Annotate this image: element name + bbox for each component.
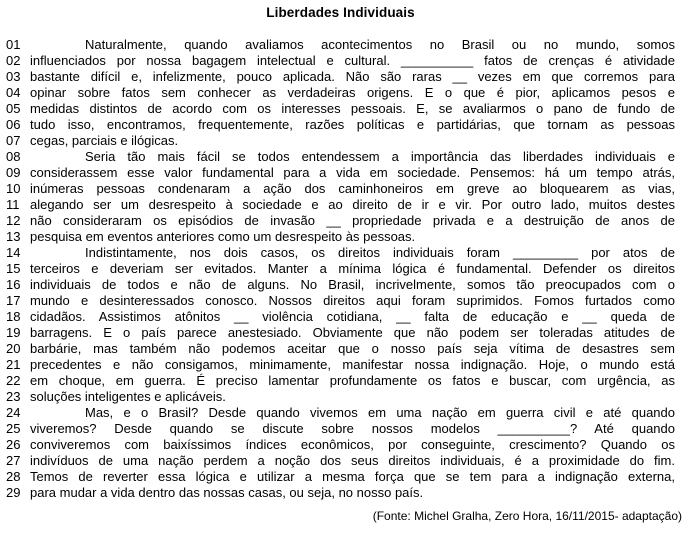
line-number: 08 [6, 149, 21, 164]
text-line [6, 277, 675, 293]
line-text: viveremos? Desde quando se discute sobre nossos modelos __________? Até quando [30, 421, 675, 436]
line-number: 26 [6, 437, 21, 452]
line-number: 15 [6, 261, 21, 276]
text-line [6, 485, 675, 501]
line-number: 14 [6, 245, 21, 260]
line-text: para mudar a vida dentro das nossas casas, ou seja, no nosso país. [30, 485, 424, 500]
text-line [6, 117, 675, 133]
line-number: 09 [6, 165, 21, 180]
text-line [6, 261, 675, 277]
line-number: 27 [6, 453, 21, 468]
line-text: em choque, em guerra. É preciso lamentar profundamente os fatos e buscar, com urgência, as [30, 373, 675, 388]
line-text: terceiros e deveriam ser evitados. Manter a mínima lógica é fundamental. Defender os direitos [30, 261, 675, 276]
line-text: barbárie, mas também não podemos aceitar que o nosso país seja vítima de desastres sem [30, 341, 675, 356]
line-number: 20 [6, 341, 21, 356]
text-line [6, 165, 675, 181]
text-line [6, 53, 675, 69]
line-text: soluções inteligentes e aplicáveis. [30, 389, 226, 404]
line-number: 02 [6, 53, 21, 68]
line-number: 06 [6, 117, 21, 132]
text-line [6, 149, 675, 165]
text-line [6, 213, 675, 229]
line-text: medidas distintos de acordo com os interesses pessoais. E, se avaliarmos o pano de fundo de [30, 101, 675, 116]
text-line [6, 437, 675, 453]
line-number: 24 [6, 405, 21, 420]
line-text: Mas, e o Brasil? Desde quando vivemos em uma nação em guerra civil e até quando [85, 405, 675, 420]
line-number: 21 [6, 357, 21, 372]
line-number: 16 [6, 277, 21, 292]
text-line [6, 453, 675, 469]
text-line [6, 245, 675, 261]
text-line [6, 101, 675, 117]
line-number: 03 [6, 69, 21, 84]
line-text: tudo isso, encontramos, frequentemente, razões políticas e partidárias, que tornam as pessoas [30, 117, 675, 132]
line-number: 10 [6, 181, 21, 196]
text-line [6, 469, 675, 485]
text-line [6, 181, 675, 197]
line-text: bastante difícil e, infelizmente, pouco aplicada. Não são raras __ vezes em que corremos para [30, 69, 675, 84]
text-line [6, 85, 675, 101]
text-line [6, 309, 675, 325]
line-number: 01 [6, 37, 21, 52]
line-text: considerassem esse valor fundamental para a vida em sociedade. Pensemos: há um tempo atrás, [30, 165, 675, 180]
line-text: Naturalmente, quando avaliamos acontecimentos no Brasil ou no mundo, somos [85, 37, 675, 52]
line-text: mundo e desinteressados conosco. Nossos direitos aqui foram suprimidos. Fomos furtados como [30, 293, 675, 308]
line-number: 04 [6, 85, 21, 100]
line-text: Indistintamente, nos dois casos, os direitos individuais foram _________ por atos de [85, 245, 675, 260]
text-line [6, 389, 675, 405]
line-number: 07 [6, 133, 21, 148]
line-text: cidadãos. Assistimos atônitos __ violência cotidiana, __ falta de educação e __ queda de [30, 309, 675, 324]
text-line [6, 197, 675, 213]
line-number: 19 [6, 325, 21, 340]
line-text: alegando ser um desrespeito à sociedade e ao direito de ir e vir. Por outro lado, muitos destes [30, 197, 675, 212]
text-body [6, 37, 675, 501]
line-text: individuais de todos e não de alguns. No Brasil, incrivelmente, somos tão preocupados com o [30, 277, 675, 292]
text-line [6, 133, 675, 149]
line-number: 29 [6, 485, 21, 500]
line-number: 18 [6, 309, 21, 324]
line-number: 23 [6, 389, 21, 404]
line-text: inúmeras pessoas condenaram a ação dos caminhoneiros em greve ao bloquearem as vias, [30, 181, 675, 196]
text-line [6, 421, 675, 437]
line-number: 12 [6, 213, 21, 228]
text-line [6, 405, 675, 421]
line-text: indivíduos de uma nação perdem a noção dos seus direitos individuais, é a proximidade do fim. [30, 453, 675, 468]
line-number: 22 [6, 373, 21, 388]
text-line [6, 341, 675, 357]
text-line [6, 69, 675, 85]
text-line [6, 293, 675, 309]
line-text: pesquisa em eventos anteriores como um desrespeito às pessoas. [30, 229, 416, 244]
line-number: 28 [6, 469, 21, 484]
line-text: influenciados por nossa bagagem intelectual e cultural. __________ fatos de crenças é atividade [30, 53, 675, 68]
text-line [6, 229, 675, 245]
line-number: 05 [6, 101, 21, 116]
line-text: precedentes e não consigamos, minimamente, manifestar nossa indignação. Hoje, o mundo está [30, 357, 675, 372]
line-number: 17 [6, 293, 21, 308]
text-line [6, 37, 675, 53]
line-number: 13 [6, 229, 21, 244]
line-text: não consideraram os episódios de invasão __ propriedade privada e a destruição de anos de [30, 213, 675, 228]
line-text: cegas, parciais e ilógicas. [30, 133, 179, 148]
page-title: Liberdades Individuais [266, 5, 415, 20]
text-line [6, 373, 675, 389]
line-text: barragens. E o país parece anestesiado. Obviamente que não podem ser toleradas atitudes de [30, 325, 675, 340]
line-text: opinar sobre fatos sem conhecer as verdadeiras origens. E o que é pior, aplicamos pesos e [30, 85, 675, 100]
line-text: conviveremos com baixíssimos índices econômicos, por conseguinte, crescimento? Quando os [30, 437, 675, 452]
source-citation: (Fonte: Michel Gralha, Zero Hora, 16/11/2015- adaptação) [372, 509, 682, 523]
line-number: 25 [6, 421, 21, 436]
line-text: Temos de reverter essa lógica e utilizar a mesma força que se tem para a indignação externa, [30, 469, 675, 484]
line-text: Seria tão mais fácil se todos entendessem a importância das liberdades individuais e [85, 149, 675, 164]
text-line [6, 325, 675, 341]
text-line [6, 357, 675, 373]
line-number: 11 [6, 197, 20, 212]
